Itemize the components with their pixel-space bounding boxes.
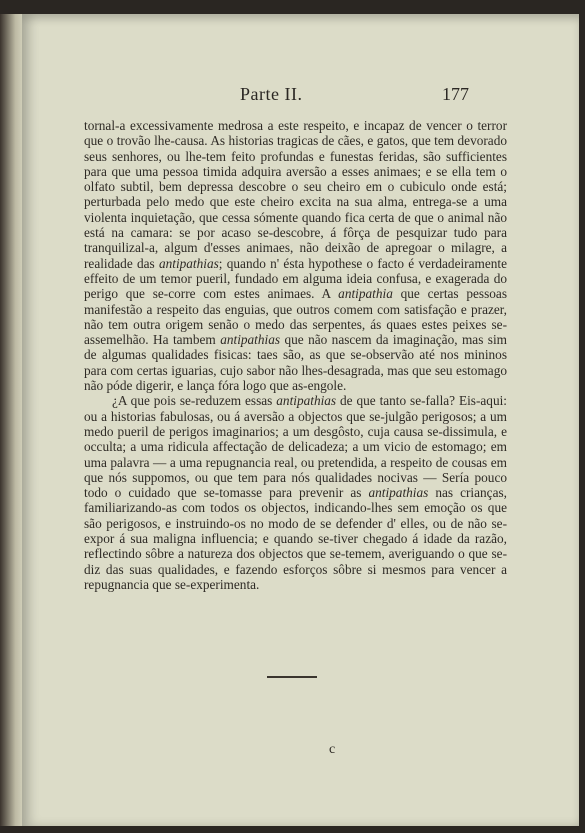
italic-term: antipathia [338, 286, 393, 302]
text-run: que certas pessoas manifestão a respeito das enguias, que outros comem com satisfação e prazer, não tem outra origem senão o medo das serpentes, ás quaes estes peixes se-assemelhão. Ha tambem [84, 286, 507, 348]
page-number: 177 [442, 84, 469, 104]
body-text [84, 118, 507, 592]
running-head: Parte II. [240, 84, 303, 104]
text-run: que não nascem da imaginação, mas sim de algumas qualidades fisicas: taes são, as que se-observão até nos mininos para com certas iguarias, cujo sabor não lhes-desagrada, mas que seu estomago não póde digerir, e lança fóra logo que as-engole. [84, 332, 507, 394]
section-rule [267, 676, 317, 678]
text-run: ; quando n' ésta hypothese o facto é verdadeiramente effeito de um temor pueril, fundado em alguma ideia confusa, e exagerada do perigo que se-corre com estes animaes. A [84, 255, 507, 302]
text-run: tornal-a excessivamente medrosa a este respeito, e incapaz de vencer o terror que o trovão lhe-causa. As historias tragicas de cães, e gatos, que tem devorado seus senhores, ou lhe-tem feito profundas e funestas feridas, são sufficientes para que uma pessoa timida adquira aversão a esses animaes; e se ella tem o olfato subtil, bem depressa descobre o seu cheiro em o cubiculo onde está; perturbada pelo medo que este cheiro excita na sua alma, entrega-se a uma violenta inquietação, que cessa sómente quando fica certa de que o animal não está na camara: se por acaso se-descobre, á fôrça de pesquizar tudo para tranquilizal-a, algum d'esses animaes, não deixão de apregoar o milagre, a realidade das [84, 118, 507, 271]
italic-term: antipathias [158, 255, 219, 271]
paragraph-1 [84, 118, 507, 393]
signature-mark: c [329, 742, 336, 757]
text-run: ¿A que pois se-reduzem essas [112, 393, 277, 409]
book-page [22, 14, 579, 826]
book-spine-shadow [0, 14, 22, 826]
text-run: de que tanto se-falla? Eis-aqui: ou a historias fabulosas, ou á aversão a objectos que se-julgão perigosos; a um medo pueril de perigos imaginarios; a um desgôsto, cuja causa se-dissimula, e occulta; a uma ridicula affectação de delicadeza; a um vicio de estomago; em uma palavra — a uma repugnancia real, ou pretendida, a respeito de cousas em que nós suppomos, ou que tem para nós qualidades nocivas — Sería pouco todo o cuidado que se-tomasse para prevenir as [84, 393, 507, 501]
italic-term: antipathias [368, 485, 429, 501]
page-header [22, 84, 579, 114]
text-run: nas crianças, familiarizando-as com todos os objectos, indicando-lhes sem emoção os que são perigosos, e instruindo-os no modo de se defender d' elles, ou de não se-expor á sua maligna influencia; e quando se-tiver chegado á idade da razão, reflectindo sôbre a natureza dos objectos que se-temem, averiguando o que se-diz das suas qualidades, e fazendo esforços sôbre si mesmos para vencer a repugnancia que se-experimenta. [84, 485, 507, 592]
paragraph-2 [84, 393, 507, 592]
italic-term: antipathias [220, 332, 281, 348]
italic-term: antipathias [276, 393, 337, 409]
